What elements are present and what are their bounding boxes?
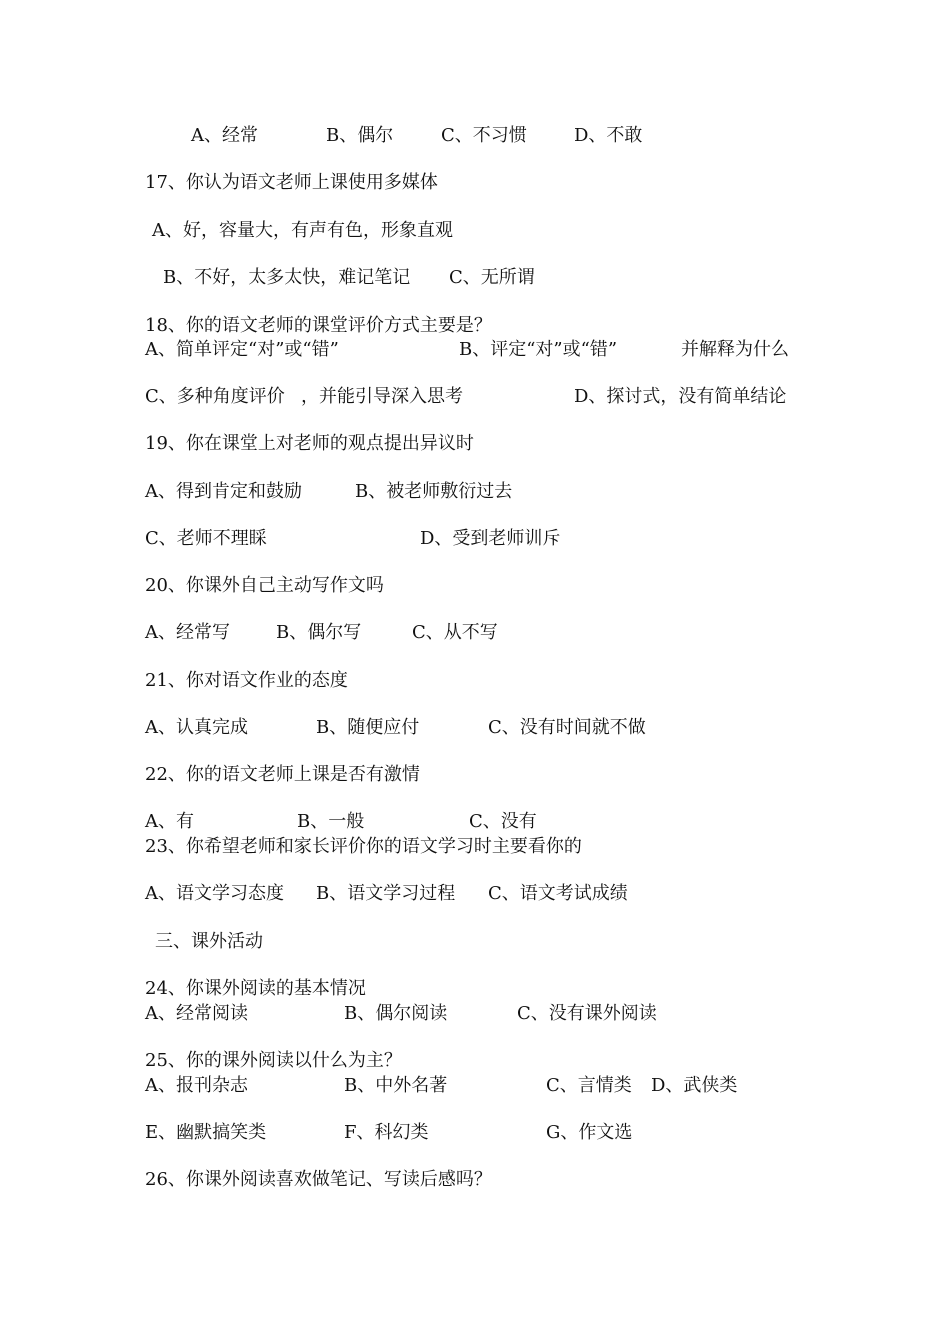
option-c: C、没有时间就不做 [488, 717, 646, 738]
option-b: B、偶尔 [326, 125, 394, 146]
option-b: B、被老师敷衍过去 [355, 481, 513, 502]
option-b: B、随便应付 [316, 717, 420, 738]
option-e: E、幽默搞笑类 [145, 1122, 267, 1143]
option-g: G、作文选 [546, 1122, 633, 1143]
option-c: C、老师不理睬 [145, 528, 267, 549]
option-a: A、经常 [191, 125, 258, 146]
option-f: F、科幻类 [344, 1122, 429, 1143]
question-18: 18、你的语文老师的课堂评价方式主要是？ [145, 315, 492, 336]
question-19: 19、你在课堂上对老师的观点提出异议时 [145, 433, 474, 454]
option-a: A、得到肯定和鼓励 [145, 481, 302, 502]
option-c: C、没有 [469, 811, 537, 832]
option-a: A、报刊杂志 [145, 1075, 248, 1096]
option-c: C、没有课外阅读 [517, 1003, 657, 1024]
option-c: C、言情类 [546, 1075, 632, 1096]
option-c: C、从不写 [412, 622, 498, 643]
option-a: A、认真完成 [145, 717, 248, 738]
question-23: 23、你希望老师和家长评价你的语文学习时主要看你的 [145, 836, 582, 857]
option-b: B、评定“对”或“错” [459, 339, 618, 360]
question-25: 25、你的课外阅读以什么为主？ [145, 1050, 402, 1071]
option-c: C、无所谓 [449, 267, 535, 288]
option-b: B、偶尔阅读 [344, 1003, 448, 1024]
question-20: 20、你课外自己主动写作文吗 [145, 575, 384, 596]
option-c: C、语文考试成绩 [488, 883, 628, 904]
option-b: B、不好，太多太快，难记笔记 [163, 267, 411, 288]
option-q17-a: A、好，容量大，有声有色，形象直观 [152, 220, 453, 241]
option-c: C、不习惯 [441, 125, 527, 146]
option-d: D、不敢 [574, 125, 643, 146]
question-26: 26、你课外阅读喜欢做笔记、写读后感吗？ [145, 1169, 492, 1190]
option-b-continued: 并解释为什么 [681, 339, 789, 360]
question-22: 22、你的语文老师上课是否有激情 [145, 764, 420, 785]
option-a: A、语文学习态度 [145, 883, 284, 904]
option-d: D、武侠类 [651, 1075, 738, 1096]
option-b: B、一般 [297, 811, 365, 832]
option-a: A、经常写 [145, 622, 230, 643]
option-c: C、多种角度评价 [145, 386, 285, 407]
option-b: B、偶尔写 [276, 622, 362, 643]
option-c-continued: ，并能引导深入思考 [301, 386, 463, 407]
question-24: 24、你课外阅读的基本情况 [145, 978, 366, 999]
option-a: A、简单评定“对”或“错” [145, 339, 339, 360]
option-b: B、语文学习过程 [316, 883, 456, 904]
option-a: A、有 [145, 811, 194, 832]
option-d: D、探讨式，没有简单结论 [574, 386, 787, 407]
option-b: B、中外名著 [344, 1075, 448, 1096]
option-d: D、受到老师训斥 [420, 528, 561, 549]
option-a: A、经常阅读 [145, 1003, 248, 1024]
section-heading-extracurricular: 三、课外活动 [155, 931, 263, 952]
question-21: 21、你对语文作业的态度 [145, 670, 348, 691]
question-17: 17、你认为语文老师上课使用多媒体 [145, 172, 438, 193]
